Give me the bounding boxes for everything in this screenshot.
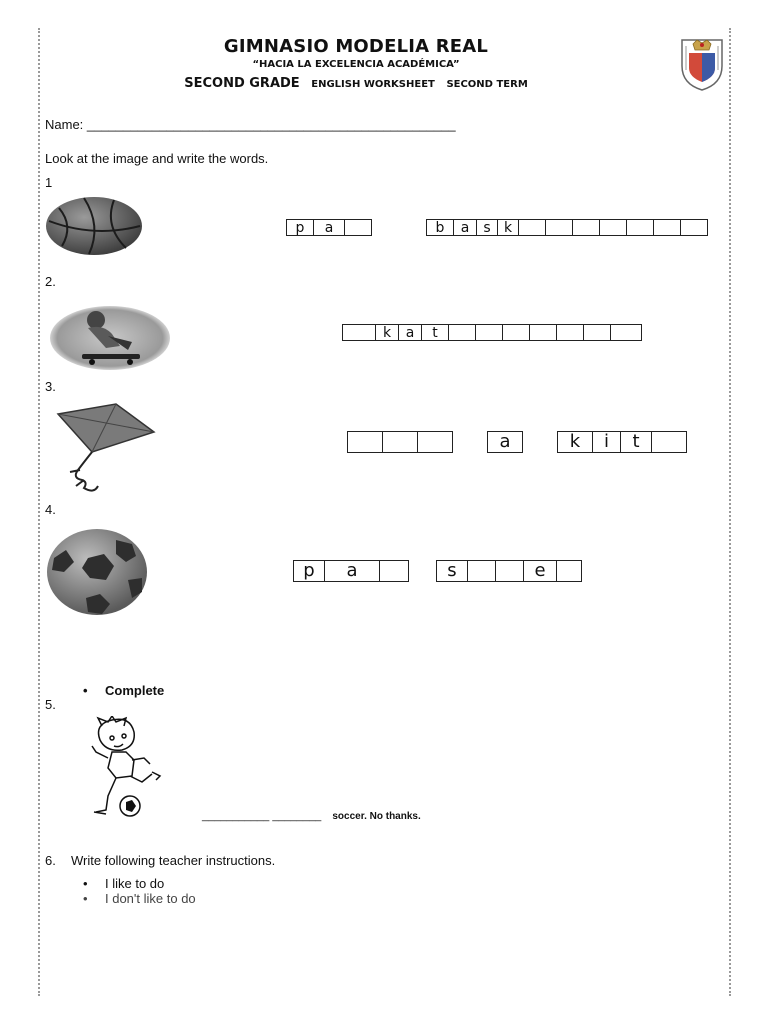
item5-sentence [202, 810, 421, 822]
letter-boxes-4a[interactable] [293, 560, 409, 582]
kite-image [54, 400, 160, 496]
letter-boxes-2[interactable] [342, 324, 642, 341]
letter-box[interactable] [584, 325, 611, 340]
item-number: 2. [45, 274, 56, 289]
letter-box[interactable] [652, 432, 686, 452]
letter-box[interactable]: i [593, 432, 621, 452]
term-label: SECOND TERM [446, 79, 528, 90]
bullet-item [105, 876, 164, 891]
letter-box[interactable] [418, 432, 452, 452]
complete-heading [105, 683, 164, 698]
letter-box[interactable]: a [399, 325, 422, 340]
letter-box[interactable] [343, 325, 376, 340]
letter-box[interactable] [530, 325, 557, 340]
letter-box[interactable] [449, 325, 476, 340]
letter-box[interactable]: k [498, 220, 519, 235]
letter-box[interactable]: p [287, 220, 314, 235]
letter-box[interactable]: s [477, 220, 498, 235]
name-field-label: Name: ___________________________________________________ [45, 117, 456, 132]
item-number: 3. [45, 379, 56, 394]
letter-box[interactable]: k [376, 325, 399, 340]
letter-box[interactable] [546, 220, 573, 235]
blank-line-1[interactable]: ___________ [202, 810, 270, 822]
letter-boxes-3c[interactable] [557, 431, 687, 453]
school-name: GIMNASIO MODELIA REAL [223, 36, 489, 57]
letter-box[interactable] [611, 325, 641, 340]
letter-box[interactable] [476, 325, 503, 340]
right-dotted-border [729, 28, 731, 996]
bullet-text: I don't like to do [105, 891, 196, 906]
skateboarding-child-image [48, 300, 172, 372]
worksheet-label: ENGLISH WORKSHEET [311, 79, 435, 90]
letter-box[interactable]: b [427, 220, 454, 235]
letter-box[interactable] [654, 220, 681, 235]
sentence-tail: soccer. No thanks. [332, 811, 421, 822]
soccer-ball-image [46, 528, 148, 616]
item-number: 6. [45, 853, 56, 868]
school-motto: “HACIA LA EXCELENCIA ACADÉMICA” [252, 59, 460, 70]
letter-box[interactable] [503, 325, 530, 340]
bullet-item [105, 891, 196, 906]
letter-box[interactable] [380, 561, 408, 581]
letter-boxes-1a[interactable] [286, 219, 372, 236]
letter-box[interactable]: a [499, 431, 511, 452]
school-crest-logo [679, 36, 725, 92]
letter-box[interactable] [519, 220, 546, 235]
item-number: 1 [45, 175, 53, 190]
worksheet-subtitle [0, 72, 712, 91]
bullet-text: I like to do [105, 876, 165, 891]
letter-box[interactable]: p [294, 561, 325, 581]
letter-box[interactable] [383, 432, 418, 452]
instruction-text: Look at the image and write the words. [45, 151, 269, 166]
complete-label: Complete [105, 683, 165, 698]
letter-box[interactable] [496, 561, 524, 581]
letter-box[interactable]: t [422, 325, 449, 340]
letter-boxes-4b[interactable] [436, 560, 582, 582]
letter-box[interactable] [681, 220, 707, 235]
letter-box[interactable]: a [325, 561, 380, 581]
letter-box[interactable] [627, 220, 654, 235]
letter-box[interactable] [557, 561, 581, 581]
letter-boxes-1b[interactable] [426, 219, 708, 236]
basketball-image [44, 196, 144, 256]
letter-box[interactable] [468, 561, 496, 581]
item6-instruction: Write following teacher instructions. [71, 853, 276, 868]
letter-box[interactable]: a [314, 220, 345, 235]
item-number: 4. [45, 502, 56, 517]
letter-box[interactable] [557, 325, 584, 340]
letter-boxes-3b[interactable] [487, 431, 523, 453]
blank-line-2[interactable]: ________ [272, 810, 322, 822]
grade-label: SECOND GRADE [184, 76, 300, 91]
letter-boxes-3a[interactable] [347, 431, 453, 453]
letter-box[interactable] [600, 220, 627, 235]
letter-box[interactable] [573, 220, 600, 235]
letter-box[interactable]: k [558, 432, 593, 452]
letter-box[interactable]: a [454, 220, 477, 235]
letter-box[interactable]: s [437, 561, 468, 581]
letter-box[interactable]: t [621, 432, 652, 452]
letter-box[interactable] [348, 432, 383, 452]
item-number: 5. [45, 697, 56, 712]
letter-box[interactable]: e [524, 561, 557, 581]
left-dotted-border [38, 28, 40, 996]
letter-box[interactable] [345, 220, 371, 235]
boy-playing-soccer-image [86, 716, 166, 820]
